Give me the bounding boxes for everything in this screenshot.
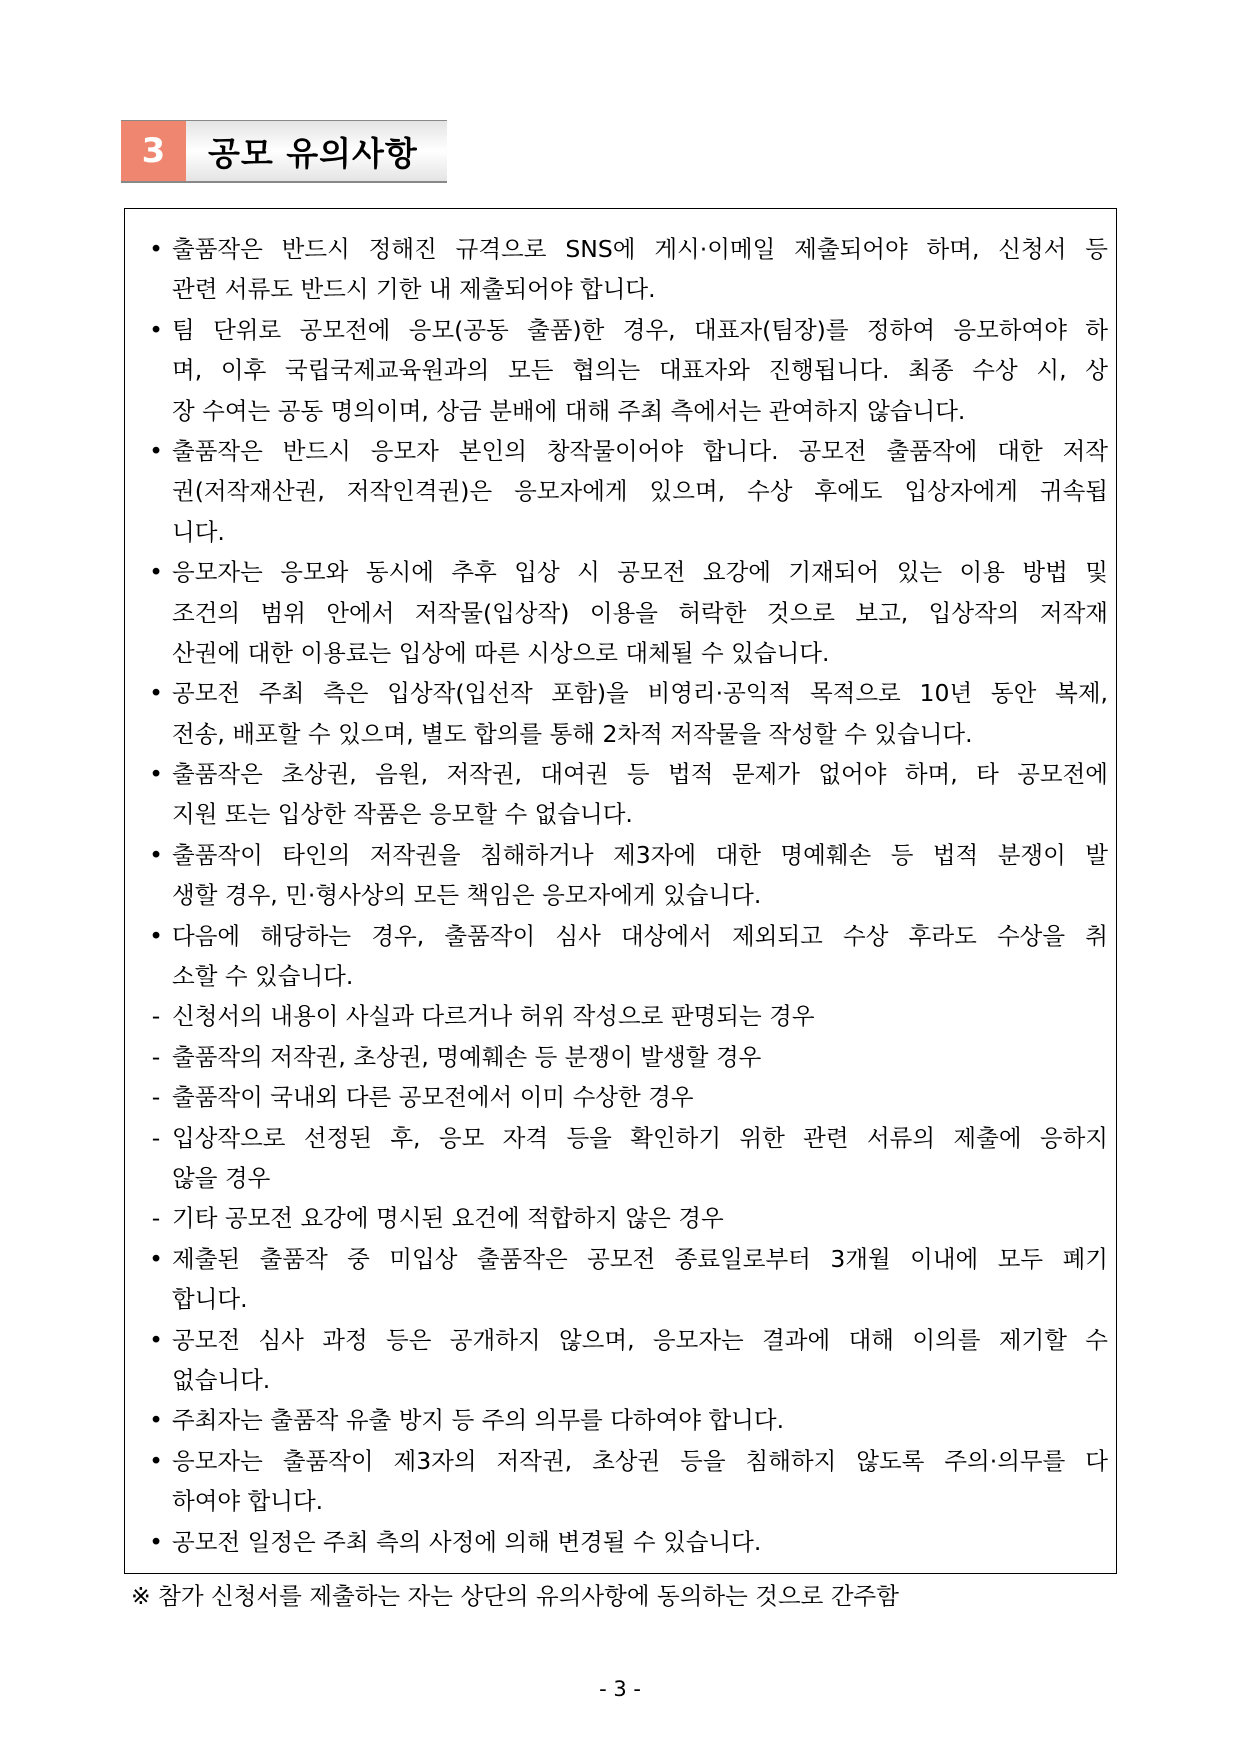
line-text: 없습니다. bbox=[172, 1365, 271, 1394]
footnote: ※ 참가 신청서를 제출하는 자는 상단의 유의사항에 동의하는 것으로 간주함 bbox=[131, 1582, 899, 1610]
line-text: 장 수여는 공동 명의이며, 상금 분배에 대해 주최 측에서는 관여하지 않습니다. bbox=[172, 396, 966, 425]
bullet-icon: • bbox=[149, 679, 163, 708]
list-item bbox=[138, 1522, 1108, 1562]
text-line bbox=[138, 593, 1108, 633]
sub-list-item bbox=[138, 996, 1108, 1036]
line-text: 공모전 주최 측은 입상작(입선작 포함)을 비영리·공익적 목적으로 10년 동안 복제, bbox=[172, 679, 1108, 708]
text-line bbox=[138, 310, 1108, 350]
text-line bbox=[138, 1239, 1108, 1279]
page-number: - 3 - bbox=[599, 1677, 641, 1701]
bullet-icon: • bbox=[149, 760, 163, 789]
text-line bbox=[138, 1320, 1108, 1360]
text-line bbox=[138, 835, 1108, 875]
line-text: 않을 경우 bbox=[172, 1163, 271, 1192]
text-line bbox=[138, 875, 1108, 915]
bullet-icon: • bbox=[149, 840, 163, 869]
line-text: 출품작이 국내외 다른 공모전에서 이미 수상한 경우 bbox=[172, 1083, 694, 1112]
sub-list-item bbox=[138, 1118, 1108, 1199]
line-text: 지원 또는 입상한 작품은 응모할 수 없습니다. bbox=[172, 800, 633, 829]
text-line bbox=[138, 391, 1108, 431]
dash-marker: - bbox=[151, 1083, 161, 1112]
bullet-icon: • bbox=[149, 921, 163, 950]
text-line bbox=[138, 1198, 1108, 1238]
line-text: 출품작의 저작권, 초상권, 명예훼손 등 분쟁이 발생할 경우 bbox=[172, 1042, 762, 1071]
line-text: 출품작은 반드시 정해진 규격으로 SNS에 게시·이메일 제출되어야 하며, 신청서 등 bbox=[172, 235, 1108, 263]
line-text: 전송, 배포할 수 있으며, 별도 합의를 통해 2차적 저작물을 작성할 수 있습니다. bbox=[172, 719, 973, 748]
bullet-icon: • bbox=[149, 1527, 163, 1556]
list-item bbox=[138, 552, 1108, 673]
list-item bbox=[138, 1400, 1108, 1440]
sub-list-item bbox=[138, 1077, 1108, 1117]
sub-list-item bbox=[138, 1037, 1108, 1077]
text-line bbox=[138, 471, 1108, 511]
bullet-icon: • bbox=[149, 235, 163, 263]
line-text: 팀 단위로 공모전에 응모(공동 출품)한 경우, 대표자(팀장)를 정하여 응모하여야 하 bbox=[172, 315, 1108, 344]
list-item bbox=[138, 673, 1108, 754]
line-text: 생할 경우, 민·형사상의 모든 책임은 응모자에게 있습니다. bbox=[172, 881, 762, 910]
line-text: 응모자는 응모와 동시에 추후 입상 시 공모전 요강에 기재되어 있는 이용 방법 및 bbox=[172, 558, 1108, 587]
line-text: 관련 서류도 반드시 기한 내 제출되어야 합니다. bbox=[172, 275, 656, 304]
line-text: 소할 수 있습니다. bbox=[172, 962, 354, 991]
line-text: 주최자는 출품작 유출 방지 등 주의 의무를 다하여야 합니다. bbox=[172, 1406, 785, 1435]
line-text: 공모전 심사 과정 등은 공개하지 않으며, 응모자는 결과에 대해 이의를 제기할 수 bbox=[172, 1325, 1108, 1354]
text-line bbox=[138, 350, 1108, 390]
list-item bbox=[138, 229, 1108, 310]
line-text: 산권에 대한 이용료는 입상에 따른 시상으로 대체될 수 있습니다. bbox=[172, 638, 830, 667]
line-text: 다음에 해당하는 경우, 출품작이 심사 대상에서 제외되고 수상 후라도 수상을 취 bbox=[172, 921, 1108, 950]
text-line bbox=[138, 1158, 1108, 1198]
text-line bbox=[138, 1522, 1108, 1562]
section-title: 공모 유의사항 bbox=[186, 121, 447, 181]
list-item bbox=[138, 1320, 1108, 1401]
bullet-icon: • bbox=[149, 558, 163, 587]
dash-marker: - bbox=[151, 1204, 161, 1233]
text-line bbox=[138, 229, 1108, 269]
notice-list bbox=[138, 229, 1108, 1562]
line-text: 니다. bbox=[172, 517, 225, 546]
bullet-icon: • bbox=[149, 1244, 163, 1273]
list-item bbox=[138, 754, 1108, 835]
text-line bbox=[138, 1077, 1108, 1117]
text-line bbox=[138, 956, 1108, 996]
dash-marker: - bbox=[151, 1123, 161, 1152]
line-text: 응모자는 출품작이 제3자의 저작권, 초상권 등을 침해하지 않도록 주의·의무를 다 bbox=[172, 1446, 1108, 1475]
line-text: 출품작이 타인의 저작권을 침해하거나 제3자에 대한 명예훼손 등 법적 분쟁이 발 bbox=[172, 840, 1108, 869]
list-item bbox=[138, 1239, 1108, 1320]
list-item bbox=[138, 835, 1108, 916]
text-line bbox=[138, 673, 1108, 713]
dash-marker: - bbox=[151, 1002, 161, 1031]
line-text: 권(저작재산권, 저작인격권)은 응모자에게 있으며, 수상 후에도 입상자에게 귀속됩 bbox=[172, 477, 1108, 506]
dash-marker: - bbox=[151, 1042, 161, 1071]
text-line bbox=[138, 431, 1108, 471]
text-line bbox=[138, 1360, 1108, 1400]
line-text: 조건의 범위 안에서 저작물(입상작) 이용을 허락한 것으로 보고, 입상작의 저작재 bbox=[172, 598, 1108, 627]
text-line bbox=[138, 269, 1108, 309]
text-line bbox=[138, 1481, 1108, 1521]
line-text: 제출된 출품작 중 미입상 출품작은 공모전 종료일로부터 3개월 이내에 모두 폐기 bbox=[172, 1244, 1108, 1273]
section-number: 3 bbox=[121, 121, 186, 181]
line-text: 며, 이후 국립국제교육원과의 모든 협의는 대표자와 진행됩니다. 최종 수상 시, 상 bbox=[172, 356, 1108, 385]
list-item bbox=[138, 1441, 1108, 1522]
bullet-icon: • bbox=[149, 1406, 163, 1435]
text-line bbox=[138, 1279, 1108, 1319]
bullet-icon: • bbox=[149, 315, 163, 344]
text-line bbox=[138, 1441, 1108, 1481]
text-line bbox=[138, 1037, 1108, 1077]
bullet-icon: • bbox=[149, 1446, 163, 1475]
text-line bbox=[138, 714, 1108, 754]
text-line bbox=[138, 996, 1108, 1036]
list-item bbox=[138, 431, 1108, 552]
line-text: 출품작은 반드시 응모자 본인의 창작물이어야 합니다. 공모전 출품작에 대한 저작 bbox=[172, 436, 1108, 465]
list-item bbox=[138, 310, 1108, 431]
bullet-icon: • bbox=[149, 436, 163, 465]
text-line bbox=[138, 916, 1108, 956]
line-text: 출품작은 초상권, 음원, 저작권, 대여권 등 법적 문제가 없어야 하며, 타 공모전에 bbox=[172, 760, 1108, 789]
text-line bbox=[138, 794, 1108, 834]
text-line bbox=[138, 1118, 1108, 1158]
line-text: 합니다. bbox=[172, 1285, 248, 1314]
line-text: 하여야 합니다. bbox=[172, 1487, 324, 1516]
text-line bbox=[138, 512, 1108, 552]
bullet-icon: • bbox=[149, 1325, 163, 1354]
list-item bbox=[138, 916, 1108, 997]
text-line bbox=[138, 633, 1108, 673]
line-text: 공모전 일정은 주최 측의 사정에 의해 변경될 수 있습니다. bbox=[172, 1527, 762, 1556]
section-header bbox=[121, 120, 447, 183]
text-line bbox=[138, 754, 1108, 794]
text-line bbox=[138, 552, 1108, 592]
line-text: 입상작으로 선정된 후, 응모 자격 등을 확인하기 위한 관련 서류의 제출에 응하지 bbox=[172, 1123, 1108, 1152]
line-text: 신청서의 내용이 사실과 다르거나 허위 작성으로 판명되는 경우 bbox=[172, 1002, 815, 1031]
sub-list-item bbox=[138, 1198, 1108, 1238]
line-text: 기타 공모전 요강에 명시된 요건에 적합하지 않은 경우 bbox=[172, 1204, 724, 1233]
text-line bbox=[138, 1400, 1108, 1440]
